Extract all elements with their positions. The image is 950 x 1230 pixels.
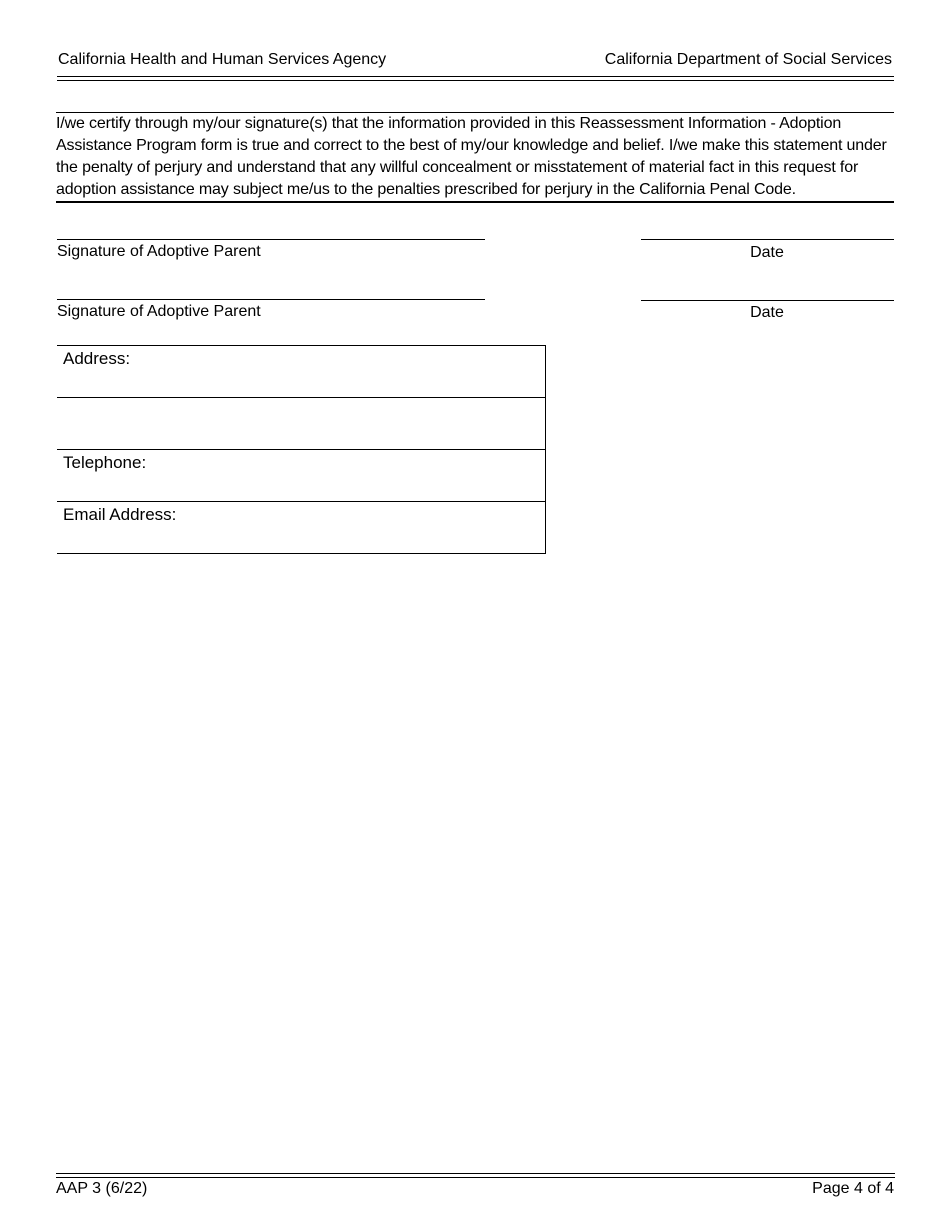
header-agency: California Health and Human Services Agency — [58, 51, 387, 68]
signature-line-2[interactable] — [57, 299, 485, 300]
email-label: Email Address: — [63, 505, 177, 524]
certification-rule-bottom — [56, 201, 894, 203]
address-label: Address: — [63, 349, 131, 368]
contact-info-box — [57, 345, 546, 554]
email-field[interactable] — [57, 502, 545, 554]
date-line-2[interactable] — [641, 300, 894, 301]
footer-rule-bottom — [56, 1177, 895, 1178]
header-department: California Department of Social Services — [604, 51, 892, 68]
address-field[interactable] — [57, 346, 545, 398]
signature-label-1: Signature of Adoptive Parent — [57, 243, 261, 260]
form-id: AAP 3 (6/22) — [56, 1180, 148, 1197]
telephone-label: Telephone: — [63, 453, 147, 472]
date-label-2: Date — [750, 304, 784, 321]
date-label-1: Date — [750, 244, 784, 261]
header-rule-bottom — [57, 80, 894, 81]
header-rule-top — [57, 76, 894, 77]
footer-rule-top — [56, 1173, 895, 1174]
date-line-1[interactable] — [641, 239, 894, 240]
signature-line-1[interactable] — [57, 239, 485, 240]
telephone-field[interactable] — [57, 450, 545, 502]
signature-label-2: Signature of Adoptive Parent — [57, 303, 261, 320]
certification-statement: I/we certify through my/our signature(s) that the information provided in this Reassessment Information - Adoption Assistance Program form is true and correct to the best of my/our knowledge and belief. I/we make this statement under the penalty of perjury and understand that any willful concealment or misstatement of material fact in this request for adoption assistance may subject me/us to the penalties prescribed for perjury in the California Penal Code. — [56, 115, 887, 198]
page-number: Page 4 of 4 — [812, 1180, 894, 1197]
address-field-line-2[interactable] — [57, 398, 545, 450]
